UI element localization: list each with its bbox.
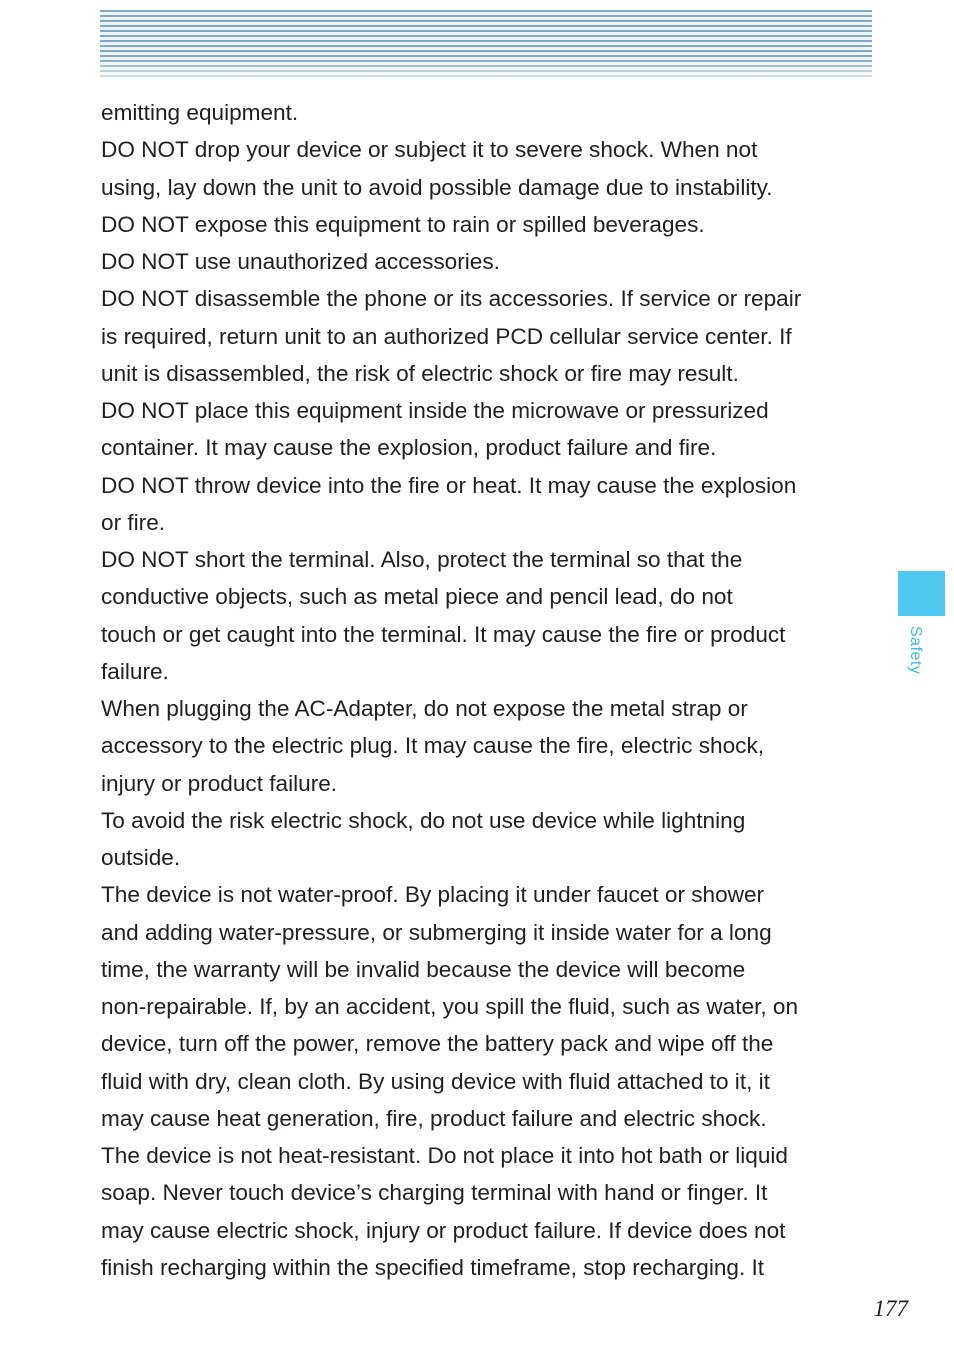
text-line: device, turn off the power, remove the battery pack and wipe off the [101,1031,774,1057]
section-tab-label: Safety [907,626,924,675]
text-line: may cause heat generation, fire, product failure and electric shock. [101,1105,767,1131]
section-tab-marker [898,571,945,616]
page-number: 177 [873,1296,908,1321]
text-line: DO NOT use unauthorized accessories. [101,249,500,274]
text-line: or fire. [101,509,166,535]
header-stripe-band [100,10,872,80]
text-line: failure. [101,658,169,684]
text-line: To avoid the risk electric shock, do not use device while lightning [101,807,746,833]
text-line: emitting equipment. [101,100,299,125]
text-line: container. It may cause the explosion, product failure and fire. [101,435,717,461]
text-line: finish recharging within the specified timeframe, stop recharging. It [101,1254,765,1280]
text-line: accessory to the electric plug. It may cause the fire, electric shock, [101,733,765,759]
text-line: unit is disassembled, the risk of electric shock or fire may result. [101,360,739,386]
text-line: fluid with dry, clean cloth. By using device with fluid attached to it, it [101,1068,770,1094]
text-line: time, the warranty will be invalid because the device will become [101,956,746,982]
text-line: and adding water-pressure, or submerging it inside water for a long [101,919,772,945]
text-line: DO NOT place this equipment inside the microwave or pressurized [101,398,769,423]
text-line: DO NOT drop your device or subject it to severe shock. When not [101,137,758,163]
text-line: DO NOT short the terminal. Also, protect the terminal so that the [101,547,743,572]
text-line: may cause electric shock, injury or product failure. If device does not [101,1217,786,1243]
text-line: is required, return unit to an authorized PCD cellular service center. If [101,323,792,349]
text-line: DO NOT disassemble the phone or its accessories. If service or repair [101,286,802,312]
text-line: non-repairable. If, by an accident, you spill the fluid, such as water, on [101,994,799,1019]
text-line: When plugging the AC-Adapter, do not expose the metal strap or [101,696,748,721]
text-line: The device is not water-proof. By placing it under faucet or shower [101,882,765,908]
text-line: The device is not heat-resistant. Do not place it into hot bath or liquid [101,1143,788,1168]
text-line: DO NOT expose this equipment to rain or spilled beverages. [101,211,705,237]
text-line: conductive objects, such as metal piece and pencil lead, do not [101,584,733,610]
text-line: DO NOT throw device into the fire or heat. It may cause the explosion [101,472,797,498]
safety-body-text [101,94,876,1286]
text-line: injury or product failure. [101,770,338,796]
text-line: soap. Never touch device’s charging terminal with hand or finger. It [101,1180,768,1206]
text-line: outside. [101,845,181,870]
text-line: touch or get caught into the terminal. It may cause the fire or product [101,621,786,647]
text-line: using, lay down the unit to avoid possible damage due to instability. [101,174,773,200]
